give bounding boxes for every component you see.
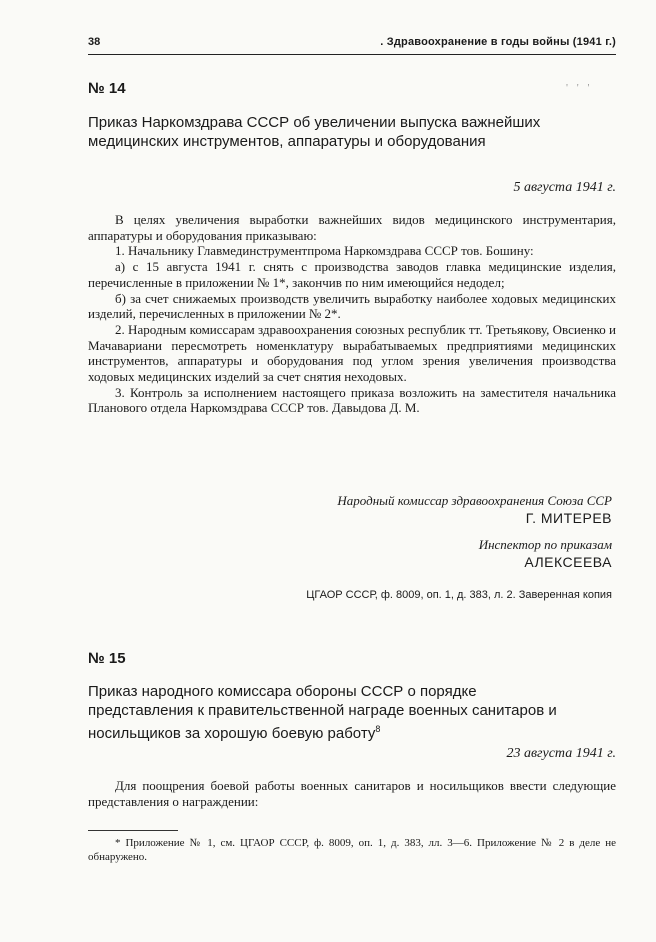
signature-name: Г. МИТЕРЕВ xyxy=(525,510,612,526)
page-number: 38 xyxy=(88,36,101,48)
signature-block-2 xyxy=(479,537,612,571)
doc15-title-block xyxy=(88,682,558,743)
signature-role: Народный комиссар здравоохранения Союза ССР xyxy=(337,493,612,508)
doc14-paragraph: 1. Начальнику Главмединструментпрома Наркомздрава СССР тов. Бошину: xyxy=(115,243,534,259)
footnote-rule xyxy=(88,830,178,831)
running-header xyxy=(88,34,616,55)
running-title: . Здравоохранение в годы войны (1941 г.) xyxy=(380,36,616,48)
doc15-number: № 15 xyxy=(88,650,126,667)
signature-block-1 xyxy=(337,493,612,527)
doc15-body xyxy=(88,778,616,809)
signature-name: АЛЕКСЕЕВА xyxy=(524,554,612,570)
doc14-paragraph: 3. Контроль за исполнением настоящего приказа возложить на заместителя начальника Планового отдела Наркомздрава СССР тов. Давыдова Д. М. xyxy=(88,384,616,416)
doc14-title: Приказ Наркомздрава СССР об увеличении выпуска важнейших медицинских инструментов, аппаратуры и оборудования xyxy=(88,114,541,150)
footnote: * Приложение № 1, см. ЦГАОР СССР, ф. 8009, оп. 1, д. 383, лл. 3—6. Приложение № 2 в деле не обнаружено. xyxy=(88,837,616,863)
doc15-title: Приказ народного комиссара обороны СССР о порядке представления к правительственной награде военных санитаров и носильщиков за хорошую боевую работу xyxy=(88,683,557,742)
doc15-paragraph: Для поощрения боевой работы военных санитаров и носильщиков ввести следующие представления о награждении: xyxy=(88,778,616,809)
margin-marks: ' ' ' xyxy=(566,82,593,94)
doc14-paragraph: В целях увеличения выработки важнейших видов медицинского инструментария, аппаратуры и оборудования приказываю: xyxy=(88,212,616,243)
footnote-reference: 8 xyxy=(375,724,381,734)
signature-role: Инспектор по приказам xyxy=(478,537,612,552)
archive-source: ЦГАОР СССР, ф. 8009, оп. 1, д. 383, л. 2. Заверенная копия xyxy=(306,589,612,601)
doc14-paragraph: 2. Народным комиссарам здравоохранения союзных республик тт. Третьякову, Овсиенко и Мачавариани пересмотреть номенклатуру вырабатываемых предприятиями медицинских инструментов, аппаратуры и оборудования под углом зрения увеличения производства ходовых медицинских изделий за счет снятия неходовых. xyxy=(88,321,616,385)
doc14-date: 5 августа 1941 г. xyxy=(513,180,616,195)
doc14-paragraph: а) с 15 августа 1941 г. снять с производства заводов главка медицинские изделия, перечисленные в приложении № 1*, закончив по ним имеющийся недодел; xyxy=(88,259,616,290)
doc14-paragraph: б) за счет снижаемых производств увеличить выработку наиболее ходовых медицинских изделий, перечисленных в приложении № 2*. xyxy=(88,290,616,322)
doc15-date: 23 августа 1941 г. xyxy=(506,746,616,761)
doc14-number: № 14 xyxy=(88,80,126,97)
doc14-body xyxy=(88,212,616,416)
